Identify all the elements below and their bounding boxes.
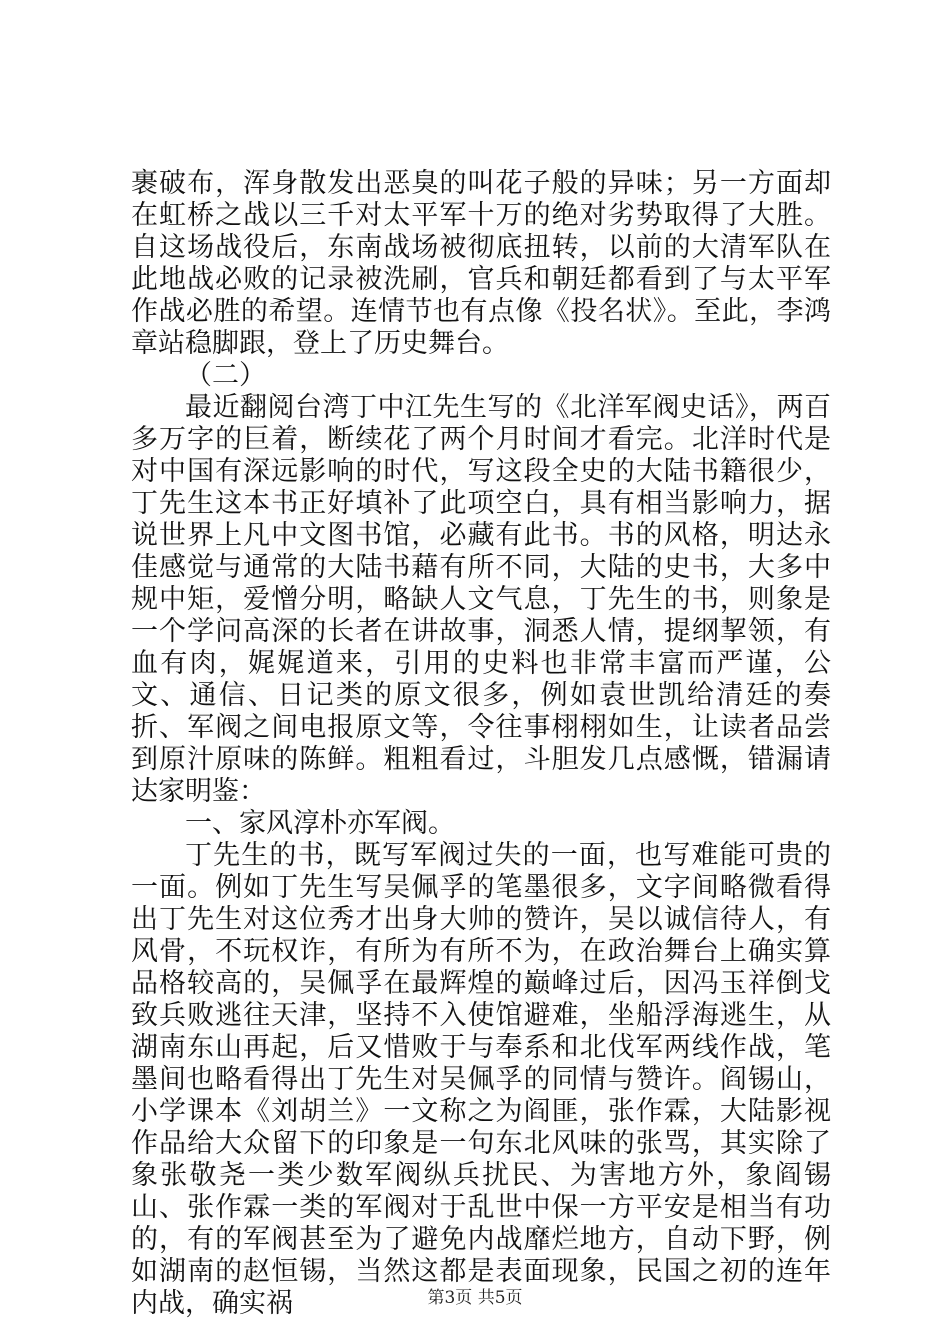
section-heading-two: （二） [185, 360, 266, 391]
paragraph-continued: 裹破布，浑身散发出恶臭的叫花子般的异味；另一方面却在虹桥之战以三千对太平军十万的绝对劣势取得了大胜。自这场战役后，东南战场被彻底扭转，以前的大清军队在此地战必败的记录被洗刷，官兵和朝廷都看到了与太平军作战必胜的希望。连情节也有点像《投名状》。至此，李鸿章站稳脚跟，登上了历史舞台。 [131, 168, 831, 359]
document-body [131, 168, 831, 1320]
subheading-family-style: 一、家风淳朴亦军阀。 [185, 808, 455, 839]
paragraph-warlords: 丁先生的书，既写军阀过失的一面，也写难能可贵的一面。例如丁先生写吴佩孚的笔墨很多，文字间略微看得出丁先生对这位秀才出身大帅的赞许，吴以诚信待人，有风骨，不玩权诈，有所为有所不为，在政治舞台上确实算品格较高的，吴佩孚在最辉煌的巅峰过后，因冯玉祥倒戈致兵败逃往天津，坚持不入使馆避难，坐船浮海逃生，从湖南东山再起，后又惜败于与奉系和北伐军两线作战，笔墨间也略看得出丁先生对吴佩孚的同情与赞许。阎锡山，小学课本《刘胡兰》一文称之为阎匪，张作霖，大陆影视作品给大众留下的印象是一句东北风味的张骂，其实除了象张敬尧一类少数军阀纵兵扰民、为害地方外，象阎锡山、张作霖一类的军阀对于乱世中保一方平安是相当有功的，有的军阀甚至为了避免内战靡烂地方，自动下野，例如湖南的赵恒锡，当然这都是表面现象，民国之初的连年内战，确实祸 [131, 840, 831, 1319]
paragraph-intro: 最近翻阅台湾丁中江先生写的《北洋军阀史话》，两百多万字的巨着，断续花了两个月时间才看完。北洋时代是对中国有深远影响的时代，写这段全史的大陆书籍很少，丁先生这本书正好填补了此项空白，具有相当影响力，据说世界上凡中文图书馆，必藏有此书。书的风格，明达永佳感觉与通常的大陆书藉有所不同，大陆的史书，大多中规中矩，爱憎分明，略缺人文气息，丁先生的书，则象是一个学问高深的长者在讲故事，洞悉人情，提纲挈领，有血有肉，娓娓道来，引用的史料也非常丰富而严谨，公文、通信、日记类的原文很多，例如袁世凯给清廷的奏折、军阀之间电报原文等，令往事栩栩如生，让读者品尝到原汁原味的陈鲜。粗粗看过，斗胆发几点感慨，错漏请达家明鉴： [131, 392, 831, 807]
page-number: 第3页 共5页 [427, 1288, 523, 1308]
